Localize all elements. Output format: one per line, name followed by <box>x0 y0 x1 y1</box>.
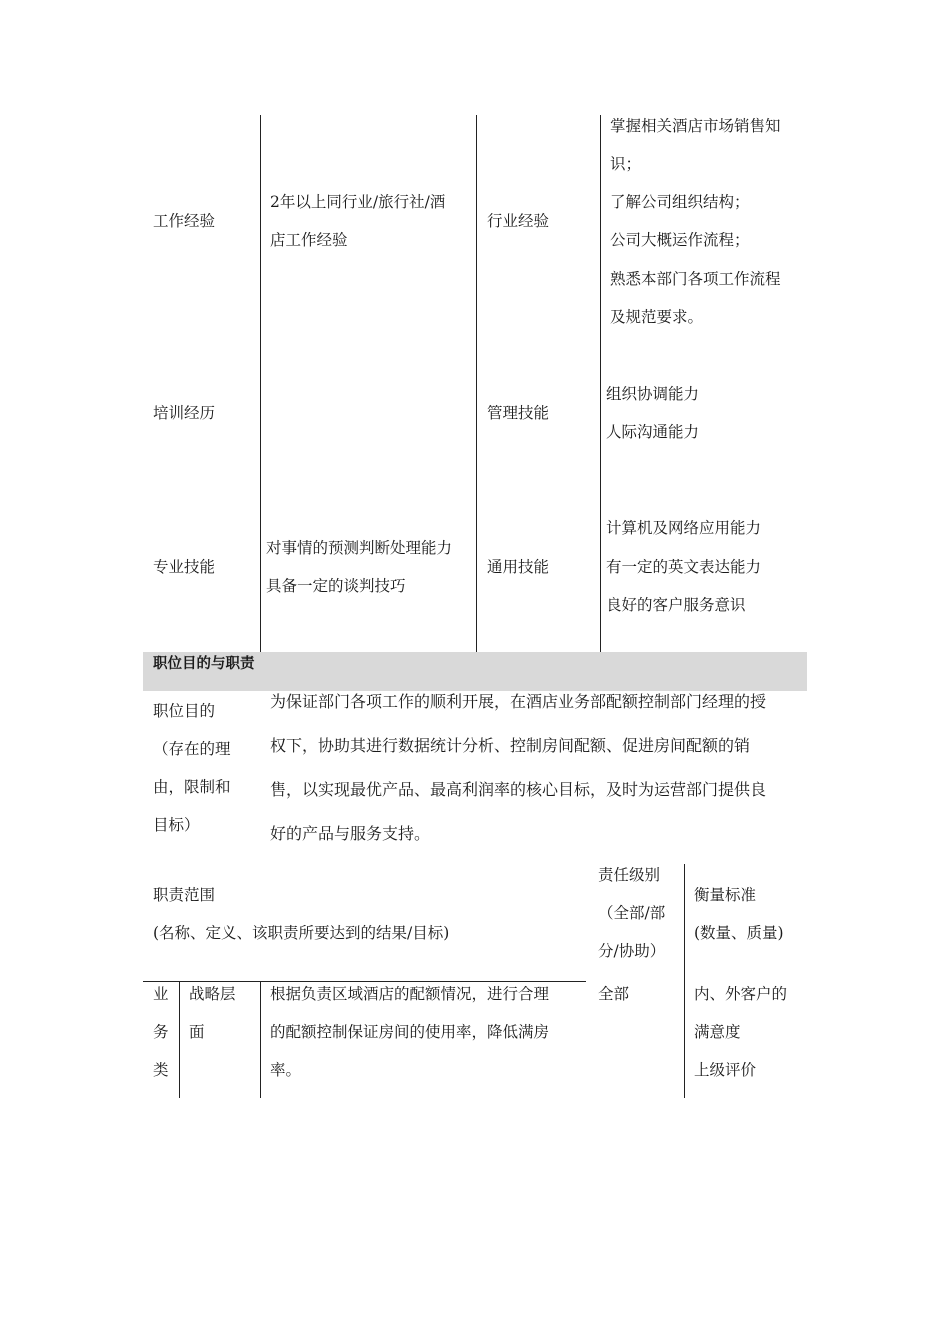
industry-experience-line: 识； <box>610 155 642 173</box>
responsibility-level-header: 分/协助） <box>598 942 666 960</box>
duty-scope-subheader: (名称、定义、该职责所要达到的结果/目标) <box>153 924 450 942</box>
industry-experience-line: 熟悉本部门各项工作流程 <box>610 270 781 288</box>
industry-experience-line: 掌握相关酒店市场销售知 <box>610 117 781 135</box>
professional-skills-label: 专业技能 <box>153 558 216 576</box>
duty-description-line: 的配额控制保证房间的使用率，降低满房 <box>270 1023 550 1041</box>
purpose-label-line: 职位目的 <box>153 702 216 720</box>
purpose-label-line: （存在的理 <box>153 740 231 758</box>
management-skills-line: 人际沟通能力 <box>606 423 700 441</box>
management-skills-label: 管理技能 <box>487 404 550 422</box>
duty-category-char: 务 <box>153 1023 169 1041</box>
grid-line <box>476 115 477 652</box>
duty-subcategory-line: 面 <box>189 1023 205 1041</box>
industry-experience-label: 行业经验 <box>487 212 550 230</box>
duty-subcategory-line: 战略层 <box>189 985 236 1003</box>
professional-skills-line: 对事情的预测判断处理能力 <box>266 539 453 557</box>
work-experience-label: 工作经验 <box>153 212 216 230</box>
purpose-text-line: 权下，协助其进行数据统计分析、控制房间配额、促进房间配额的销 <box>270 736 751 755</box>
duty-scope-header: 职责范围 <box>153 886 216 904</box>
industry-experience-line: 及规范要求。 <box>610 308 704 326</box>
management-skills-line: 组织协调能力 <box>606 385 700 403</box>
work-experience-value-line: 2年以上同行业/旅行社/酒 <box>270 193 446 211</box>
measure-standard-header: 衡量标准 <box>694 886 757 904</box>
duty-measure-line: 内、外客户的 <box>694 985 788 1003</box>
purpose-text-line: 售，以实现最优产品、最高利润率的核心目标，及时为运营部门提供良 <box>270 780 767 799</box>
duty-measure-line: 满意度 <box>694 1023 741 1041</box>
professional-skills-line: 具备一定的谈判技巧 <box>266 577 406 595</box>
grid-line <box>179 981 180 1098</box>
purpose-label-line: 由，限制和 <box>153 778 231 796</box>
general-skills-label: 通用技能 <box>487 558 550 576</box>
section-title: 职位目的与职责 <box>153 656 255 672</box>
industry-experience-line: 公司大概运作流程； <box>610 231 750 249</box>
grid-line <box>260 115 261 652</box>
duty-level-value: 全部 <box>598 985 630 1003</box>
training-label: 培训经历 <box>153 404 216 422</box>
grid-line <box>260 981 261 1098</box>
industry-experience-line: 了解公司组织结构； <box>610 193 750 211</box>
purpose-text-line: 为保证部门各项工作的顺利开展，在酒店业务部配额控制部门经理的授 <box>270 692 767 711</box>
measure-standard-subheader: (数量、质量) <box>694 924 784 942</box>
general-skills-line: 计算机及网络应用能力 <box>606 519 762 537</box>
duty-measure-line: 上级评价 <box>694 1061 757 1079</box>
duty-category-char: 业 <box>153 985 169 1003</box>
duty-description-line: 率。 <box>270 1061 302 1079</box>
duty-description-line: 根据负责区域酒店的配额情况，进行合理 <box>270 985 550 1003</box>
general-skills-line: 良好的客户服务意识 <box>606 596 746 614</box>
duty-category-char: 类 <box>153 1061 169 1079</box>
purpose-label-line: 目标） <box>153 816 200 834</box>
general-skills-line: 有一定的英文表达能力 <box>606 558 762 576</box>
grid-line <box>684 864 685 1098</box>
responsibility-level-header: （全部/部 <box>598 904 666 922</box>
grid-line <box>600 115 601 652</box>
work-experience-value-line: 店工作经验 <box>270 231 348 249</box>
purpose-text-line: 好的产品与服务支持。 <box>270 824 431 843</box>
responsibility-level-header: 责任级别 <box>598 866 661 884</box>
